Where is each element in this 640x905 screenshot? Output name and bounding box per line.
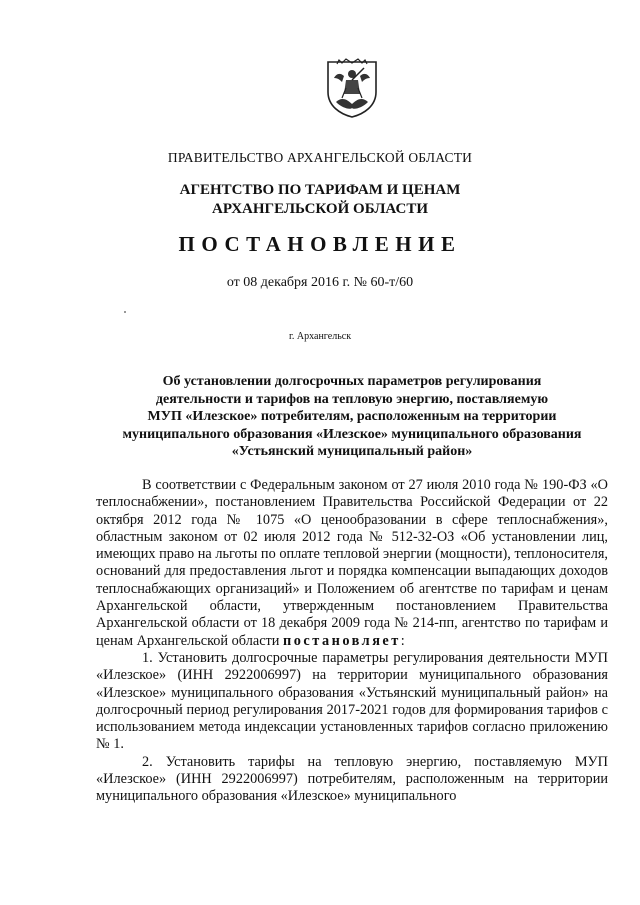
item-2-paragraph: 2. Установить тарифы на тепловую энергию, поставляемую МУП «Илезское» (ИНН 2922006997) потребителям, расположенным на территории муниципального образования «Илезское» муниципального bbox=[96, 753, 608, 805]
resolution-body bbox=[96, 477, 608, 806]
title-line-5: «Устьянский муниципальный район» bbox=[231, 444, 473, 459]
preamble-paragraph bbox=[96, 477, 608, 650]
title-line-3: МУП «Илезское» потребителям, расположенным на территории bbox=[147, 409, 557, 424]
agency-name bbox=[0, 181, 640, 219]
scan-speck bbox=[124, 311, 126, 313]
city-line: г. Архангельск bbox=[288, 331, 352, 342]
coat-of-arms-emblem bbox=[324, 58, 380, 118]
agency-name-line-2: АРХАНГЕЛЬСКОЙ ОБЛАСТИ bbox=[212, 201, 428, 217]
resolves-colon: : bbox=[400, 632, 405, 649]
document-date-number: от 08 декабря 2016 г. № 60-т/60 bbox=[226, 275, 414, 290]
item-1-paragraph: 1. Установить долгосрочные параметры регулирования деятельности МУП «Илезское» (ИНН 2922006997) на территории муниципального образования «Илезское» муниципального образования «Устьянский муниципальный район» на долгосрочный период регулирования 2017-2021 годов для формирования тарифов с использованием метода индексации установленных тарифов согласно приложению № 1. bbox=[96, 649, 608, 753]
title-line-1: Об установлении долгосрочных параметров регулирования bbox=[162, 374, 542, 389]
government-name: ПРАВИТЕЛЬСТВО АРХАНГЕЛЬСКОЙ ОБЛАСТИ bbox=[167, 150, 473, 165]
resolves-word: постановляет bbox=[283, 632, 401, 649]
title-line-2: деятельности и тарифов на тепловую энергию, поставляемую bbox=[155, 391, 549, 407]
resolution-title bbox=[96, 373, 608, 461]
agency-name-line-1: АГЕНТСТВО ПО ТАРИФАМ И ЦЕНАМ bbox=[179, 182, 461, 198]
document-type-heading: ПОСТАНОВЛЕНИЕ bbox=[178, 232, 462, 256]
title-line-4: муниципального образования «Илезское» муниципального образования bbox=[122, 426, 582, 442]
preamble-text: В соответствии с Федеральным законом от 27 июля 2010 года № 190-ФЗ «О теплоснабжении», постановлением Правительства Российской Федерации от 22 октября 2012 года № 1075 «О ценообразовании в сфере теплоснабжения», областным законом от 02 июля 2012 года № 512-32-ОЗ «Об установлении лиц, имеющих право на льготы по оплате тепловой энергии (мощности), теплоносителя, оснований для предоставления льгот и порядка компенсации выпадающих доходов теплоснабжающих организаций» и Положением об агентстве по тарифам и ценам Архангельской области, утвержденным постановлением Правительства Архангельской области от 18 декабря 2009 года № 214-пп, агентство по тарифам и ценам Архангельской области bbox=[96, 477, 608, 649]
